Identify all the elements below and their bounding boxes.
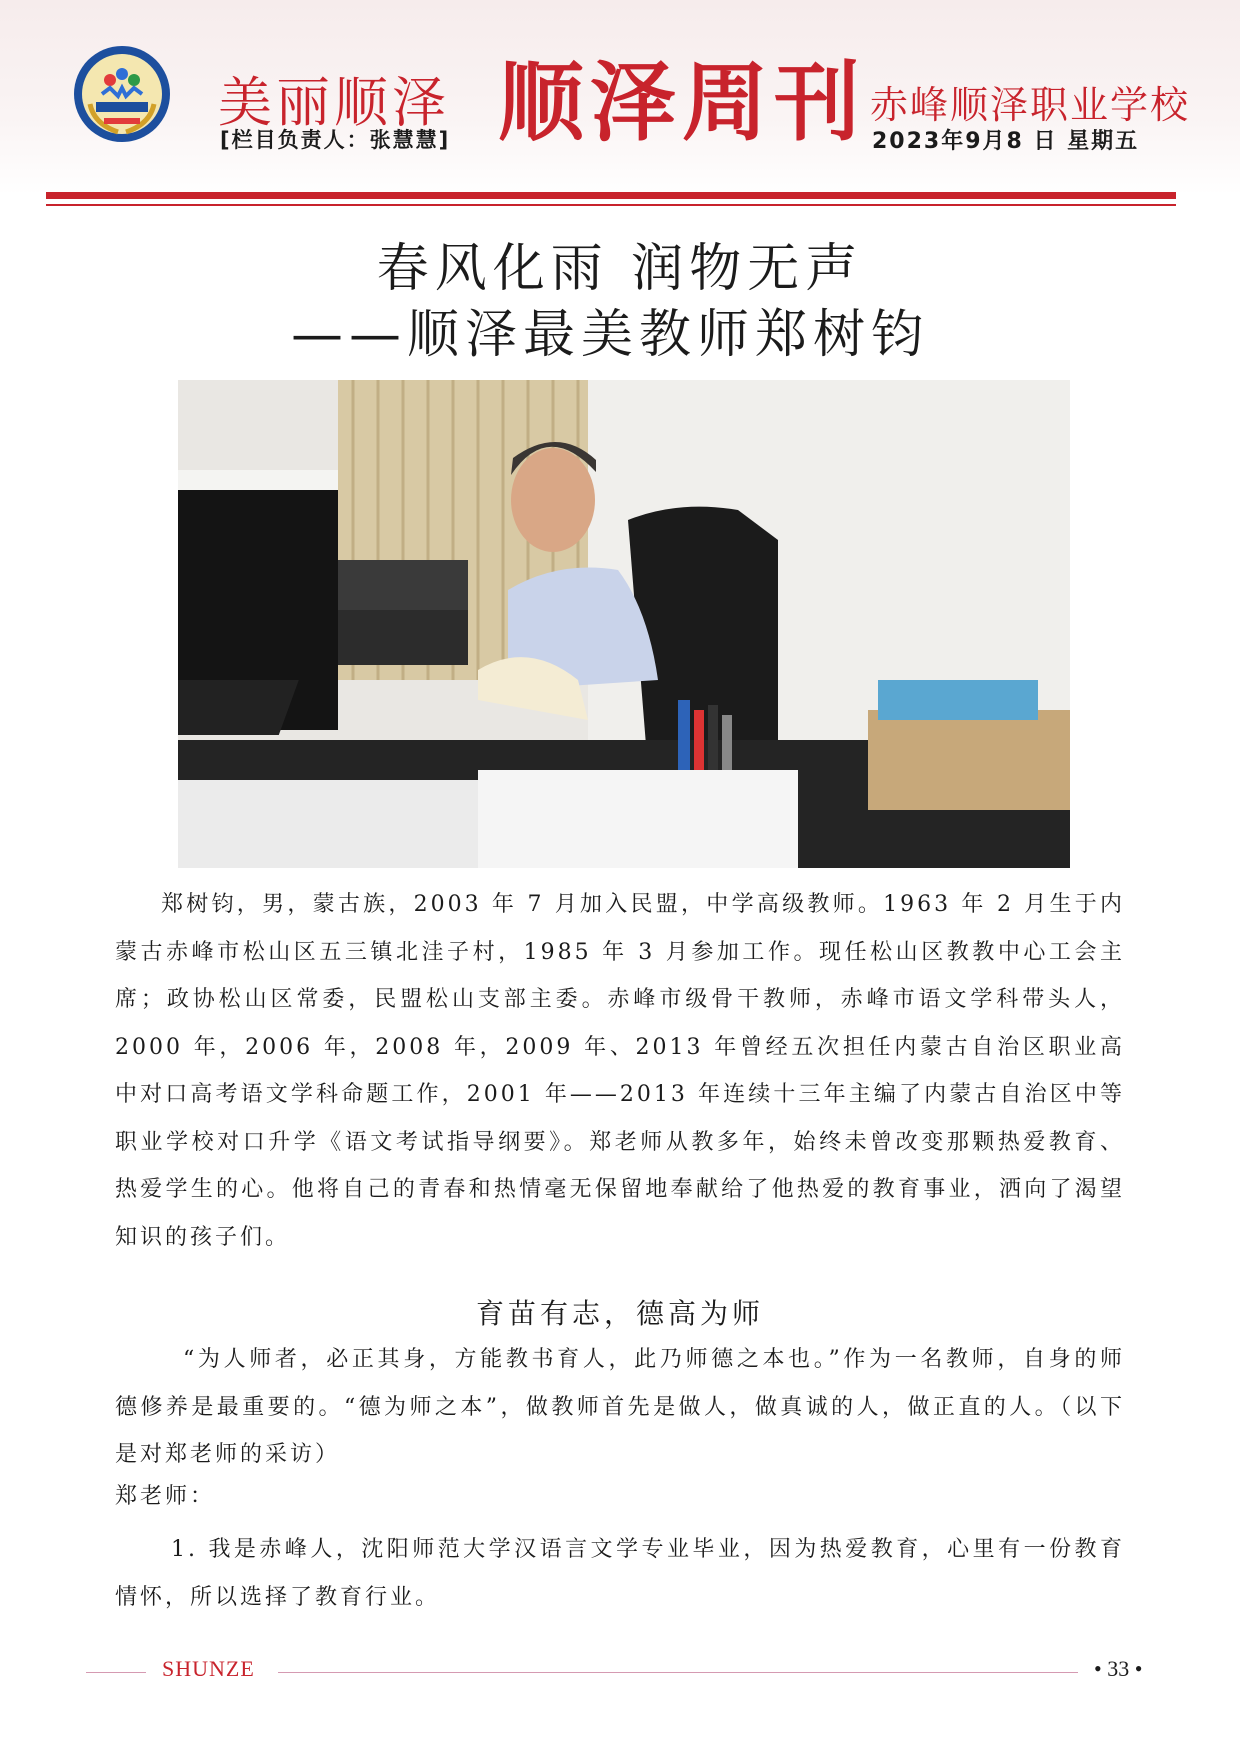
school-logo bbox=[72, 44, 172, 144]
footer-line-left bbox=[86, 1672, 146, 1673]
header-rule-thin bbox=[46, 204, 1176, 206]
footer-line-right bbox=[278, 1672, 1078, 1673]
teacher-photo bbox=[178, 380, 1070, 868]
interview-speaker: 郑老师： bbox=[115, 1484, 216, 1509]
section-heading: 育苗有志，德高为师 bbox=[475, 1297, 764, 1330]
issue-date: 2023年9月8 日 星期五 bbox=[872, 129, 1140, 154]
footer-brand: SHUNZE bbox=[162, 1656, 255, 1681]
interview-answer: 1. 我是赤峰人，沈阳师范大学汉语言文学专业毕业，因为热爱教育，心里有一份教育情怀，所以选择了教育行业。 bbox=[115, 1537, 1125, 1610]
column-name: 美丽顺泽 bbox=[218, 71, 450, 134]
ethics-paragraph: “为人师者，必正其身，方能教书育人，此乃师德之本也。”作为一名教师，自身的师德修养是最重要的。“德为师之本”，做教师首先是做人，做真诚的人，做正直的人。（以下是对郑老师的采访） bbox=[115, 1347, 1125, 1467]
article-subtitle: ——顺泽最美教师郑树钧 bbox=[290, 305, 929, 365]
column-editor: [栏目负责人：张慧慧] bbox=[220, 128, 451, 152]
header-rule-thick bbox=[46, 192, 1176, 199]
intro-paragraph: 郑树钧，男，蒙古族，2003 年 7 月加入民盟，中学高级教师。1963 年 2 月生于内蒙古赤峰市松山区五三镇北洼子村，1985 年 3 月参加工作。现任松山区教教中心工会主席；政协松山区常委，民盟松山支部主委。赤峰市级骨干教师，赤峰市语文学科带头人，2000 年，2006 年，2008 年，2009 年、2013 年曾经五次担任内蒙古自治区职业高中对口高考语文学科命题工作，2001 年——2013 年连续十三年主编了内蒙古自治区中等职业学校对口升学《语文考试指导纲要》。郑老师从教多年，始终未曾改变那颗热爱教育、热爱学生的心。他将自己的青春和热情毫无保留地奉献给了他热爱的教育事业，洒向了渴望知识的孩子们。 bbox=[115, 892, 1125, 1250]
masthead-title: 顺泽周刊 bbox=[498, 53, 866, 153]
article-title: 春风化雨 润物无声 bbox=[376, 239, 864, 299]
page-number: • 33 • bbox=[1094, 1656, 1143, 1681]
school-name: 赤峰顺泽职业学校 bbox=[870, 83, 1191, 127]
